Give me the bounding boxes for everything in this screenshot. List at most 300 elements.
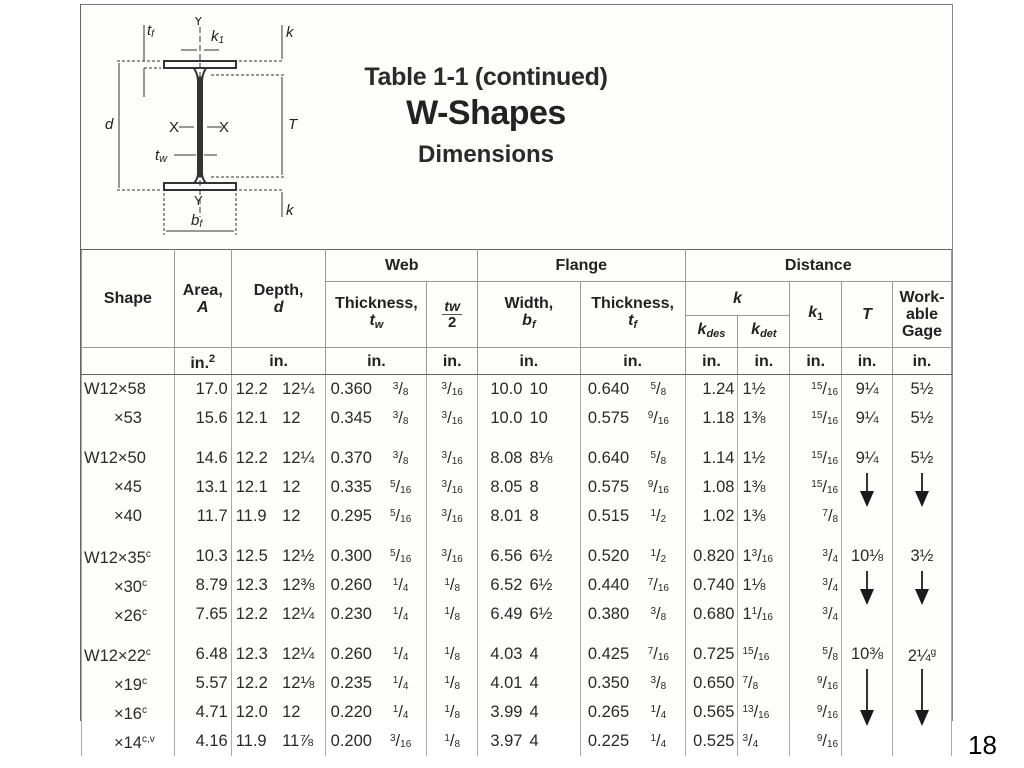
spacer-cell (525, 433, 580, 444)
cell-tw2: $^3/_{16}$ (427, 444, 478, 473)
svg-text:Y: Y (194, 17, 203, 28)
cell-tw-frac: $^5/_{16}$ (375, 473, 427, 502)
cell-kdes: 0.725 (685, 640, 738, 669)
cell-d: 12.1 (231, 473, 278, 502)
cell-tw: 0.345 (326, 404, 375, 433)
unit-kdet: in. (738, 348, 790, 375)
cell-tw: 0.260 (326, 640, 375, 669)
group-spacer (82, 433, 952, 444)
cell-area: 6.48 (174, 640, 231, 669)
cell-kdet: 1⅜ (738, 502, 790, 531)
cell-k1: $^9/_{16}$ (790, 669, 842, 698)
cell-kdet: 1½ (738, 375, 790, 405)
cell-kdet: $^{15}/_{16}$ (738, 640, 790, 669)
cell-d: 12.1 (231, 404, 278, 433)
cell-k1: $^5/_8$ (790, 640, 842, 669)
cell-bf-frac: 6½ (525, 571, 580, 600)
cell-d-frac: 12¼ (278, 640, 326, 669)
cell-bf-frac: 10 (525, 375, 580, 405)
cell-tw: 0.200 (326, 727, 375, 756)
svg-text:k1: k1 (211, 28, 225, 46)
spacer-cell (525, 629, 580, 640)
spacer-cell (326, 629, 375, 640)
cell-bf: 3.97 (478, 727, 526, 756)
cell-bf-frac: 8 (525, 473, 580, 502)
svg-text:k: k (286, 24, 294, 41)
cell-tf-frac: $^9/_{16}$ (632, 473, 685, 502)
cell-area: 15.6 (174, 404, 231, 433)
cell-kdes: 0.680 (685, 600, 738, 629)
cell-bf: 8.08 (478, 444, 526, 473)
cell-tf-frac: $^1/_4$ (632, 727, 685, 756)
spacer-cell (892, 433, 951, 444)
svg-text:Y: Y (194, 193, 203, 208)
col-header-half-tw (427, 282, 478, 348)
unit-flange-width: in. (478, 348, 581, 375)
cell-d-frac: 12 (278, 698, 326, 727)
table-number: Table 1-1 (continued) (364, 63, 608, 91)
down-arrow-icon (921, 473, 923, 505)
spacer-cell (278, 433, 326, 444)
cell-d-frac: 12 (278, 502, 326, 531)
cell-tw: 0.335 (326, 473, 375, 502)
table-row (82, 502, 952, 531)
cell-tf: 0.350 (580, 669, 632, 698)
cell-tw: 0.370 (326, 444, 375, 473)
table-title-block (321, 63, 651, 169)
cell-kdes: 0.740 (685, 571, 738, 600)
cell-kdes: 1.14 (685, 444, 738, 473)
cell-area: 17.0 (174, 375, 231, 405)
gage-label-3: Gage (901, 323, 942, 340)
cell-gage: 5½ (892, 444, 951, 473)
cell-bf-frac: 4 (525, 669, 580, 698)
cell-gage: 5½ (892, 404, 951, 433)
col-header-kdet (738, 316, 790, 348)
label-tf: tf (147, 22, 154, 40)
svg-text:X: X (169, 119, 180, 136)
spacer-cell (326, 531, 375, 542)
half-tw-numerator: tw (444, 297, 460, 314)
depth-label: Depth, (253, 281, 304, 299)
cell-d-frac: 12¼ (278, 444, 326, 473)
cell-bf: 10.0 (478, 375, 526, 405)
cell-tw: 0.360 (326, 375, 375, 405)
spacer-cell (278, 531, 326, 542)
spacer-cell (580, 531, 632, 542)
cell-kdet: $1^1/_{16}$ (738, 600, 790, 629)
cell-k1: $^9/_{16}$ (790, 727, 842, 756)
cell-bf-frac: 8⅛ (525, 444, 580, 473)
cell-tf-frac: $^5/_8$ (632, 444, 685, 473)
cell-bf-frac: 8 (525, 502, 580, 531)
continuation-arrow-icon (892, 571, 951, 600)
down-arrow-icon (866, 473, 868, 505)
web-thickness-label: Thickness, (335, 295, 418, 312)
cell-tw2: $^3/_{16}$ (427, 502, 478, 531)
continuation-arrow-icon (892, 502, 951, 531)
shape-designation: ×26 (114, 607, 142, 625)
cell-bf: 6.49 (478, 600, 526, 629)
spacer-cell (685, 629, 738, 640)
gage-footnote: g (930, 647, 937, 658)
unit-flange-thickness: in. (580, 348, 685, 375)
shape-designation: ×14 (114, 734, 142, 752)
col-header-web-thickness (326, 282, 427, 348)
cell-tw2: $^1/_8$ (427, 640, 478, 669)
unit-web-thickness: in. (326, 348, 427, 375)
col-header-T: T (842, 282, 893, 348)
shape-designation: W12×58 (84, 380, 146, 398)
cell-tw: 0.230 (326, 600, 375, 629)
cell-tw-frac: $^1/_4$ (375, 669, 427, 698)
cell-bf: 10.0 (478, 404, 526, 433)
shape-designation: ×16 (114, 705, 142, 723)
spacer-cell (632, 531, 685, 542)
cell-tw-frac: $^3/_8$ (375, 375, 427, 405)
cell-area: 14.6 (174, 444, 231, 473)
spacer-cell (478, 433, 526, 444)
spacer-cell (326, 433, 375, 444)
cell-kdes: 0.650 (685, 669, 738, 698)
k1-symbol: k (808, 303, 818, 321)
cell-k1: $^7/_8$ (790, 502, 842, 531)
spacer-cell (738, 433, 790, 444)
cell-d: 12.2 (231, 600, 278, 629)
spacer-cell (174, 433, 231, 444)
cell-d-frac: 12⅜ (278, 571, 326, 600)
cell-k1: $^9/_{16}$ (790, 698, 842, 727)
spacer-cell (892, 629, 951, 640)
spacer-cell (478, 531, 526, 542)
shape-footnote: c,v (142, 734, 155, 745)
cell-T: 9¼ (842, 444, 893, 473)
cell-tw: 0.300 (326, 542, 375, 571)
cell-tw2: $^1/_8$ (427, 571, 478, 600)
table-page (80, 4, 953, 752)
group-spacer (82, 531, 952, 542)
continuation-arrow-icon (842, 698, 893, 727)
cell-kdes: 1.24 (685, 375, 738, 405)
continuation-arrow-icon (842, 669, 893, 698)
cell-d: 12.5 (231, 542, 278, 571)
cell-gage: 5½ (892, 375, 951, 405)
shape-footnote: c (142, 607, 147, 618)
cell-tf-frac: $^1/_2$ (632, 542, 685, 571)
table-row (82, 375, 952, 405)
depth-symbol: d (273, 298, 284, 316)
spacer-cell (842, 629, 893, 640)
kdet-symbol: k (751, 320, 761, 338)
cell-shape (82, 542, 175, 571)
cell-area: 4.16 (174, 727, 231, 756)
cell-kdet: 1⅛ (738, 571, 790, 600)
shape-designation: W12×35 (84, 549, 146, 567)
cell-bf-frac: 4 (525, 640, 580, 669)
cell-area: 4.71 (174, 698, 231, 727)
cell-tf: 0.380 (580, 600, 632, 629)
cell-d-frac: 12¼ (278, 600, 326, 629)
cell-tf: 0.225 (580, 727, 632, 756)
unit-area-exp: 2 (209, 352, 216, 365)
cell-shape (82, 640, 175, 669)
table-row (82, 698, 952, 727)
cell-tw-frac: $^5/_{16}$ (375, 502, 427, 531)
table-body (82, 375, 952, 757)
cell-d-frac: 12 (278, 473, 326, 502)
spacer-cell (231, 629, 278, 640)
cell-shape (82, 375, 175, 405)
cell-tw-frac: $^3/_8$ (375, 404, 427, 433)
cell-k1: $^{15}/_{16}$ (790, 404, 842, 433)
cell-kdes: 1.08 (685, 473, 738, 502)
cell-tf-frac: $^7/_{16}$ (632, 640, 685, 669)
cell-tw: 0.220 (326, 698, 375, 727)
table-row (82, 404, 952, 433)
shape-designation: W12×50 (84, 449, 146, 467)
spacer-cell (790, 531, 842, 542)
cell-kdes: 0.565 (685, 698, 738, 727)
cell-d-frac: 12½ (278, 542, 326, 571)
spacer-cell (82, 433, 175, 444)
cell-kdet: $^3/_4$ (738, 727, 790, 756)
cell-k1: $^3/_4$ (790, 600, 842, 629)
cell-area: 13.1 (174, 473, 231, 502)
cell-tw2: $^1/_8$ (427, 698, 478, 727)
cell-kdet: 1½ (738, 444, 790, 473)
cell-shape (82, 502, 175, 531)
cell-bf-frac: 10 (525, 404, 580, 433)
cell-tw2: $^3/_{16}$ (427, 542, 478, 571)
col-header-depth (231, 250, 326, 348)
spacer-cell (525, 531, 580, 542)
spacer-cell (375, 531, 427, 542)
cell-T: 9¼ (842, 404, 893, 433)
flange-width-label: Width, (504, 295, 554, 312)
continuation-arrow-icon (842, 502, 893, 531)
col-header-flange-thickness (580, 282, 685, 348)
continuation-arrow-icon (842, 727, 893, 756)
cell-tf: 0.515 (580, 502, 632, 531)
cell-bf-frac: 4 (525, 698, 580, 727)
kdes-sub: des (706, 327, 726, 340)
spacer-cell (580, 629, 632, 640)
svg-text:bf: bf (191, 212, 203, 230)
unit-area (174, 348, 231, 375)
cell-k1: $^3/_4$ (790, 571, 842, 600)
cell-tw2: $^1/_8$ (427, 600, 478, 629)
svg-text:k: k (286, 202, 294, 219)
cell-tw-frac: $^1/_4$ (375, 600, 427, 629)
shape-footnote: c (145, 647, 151, 658)
unit-gage: in. (892, 348, 951, 375)
cell-kdet: 1⅜ (738, 404, 790, 433)
spacer-cell (790, 629, 842, 640)
gage-label-1: Work- (899, 289, 945, 306)
cell-k1: $^{15}/_{16}$ (790, 473, 842, 502)
spacer-cell (892, 531, 951, 542)
cell-bf-frac: 6½ (525, 542, 580, 571)
spacer-cell (842, 433, 893, 444)
cell-tw: 0.295 (326, 502, 375, 531)
col-header-flange-width (478, 282, 581, 348)
cell-kdet: 1⅜ (738, 473, 790, 502)
cell-tw2: $^3/_{16}$ (427, 404, 478, 433)
continuation-arrow-icon (892, 727, 951, 756)
cell-bf: 4.03 (478, 640, 526, 669)
cell-d: 11.9 (231, 502, 278, 531)
flange-thickness-label: Thickness, (591, 295, 674, 312)
spacer-cell (375, 629, 427, 640)
shape-footnote: c (142, 676, 147, 687)
cell-bf-frac: 6½ (525, 600, 580, 629)
flange-width-sub: f (531, 319, 536, 331)
col-header-k: k (685, 282, 790, 316)
unit-T: in. (842, 348, 893, 375)
spacer-cell (427, 531, 478, 542)
svg-text:T: T (288, 116, 298, 133)
col-header-area (174, 250, 231, 348)
col-header-kdes (685, 316, 738, 348)
continuation-arrow-icon (842, 600, 893, 629)
cell-bf: 8.01 (478, 502, 526, 531)
cell-tw-frac: $^3/_{16}$ (375, 727, 427, 756)
spacer-cell (375, 433, 427, 444)
kdes-symbol: k (697, 320, 707, 338)
table-row (82, 669, 952, 698)
cell-tf: 0.520 (580, 542, 632, 571)
group-header-distance: Distance (685, 250, 951, 282)
unit-kdes: in. (685, 348, 738, 375)
shape-designation: ×53 (114, 409, 142, 427)
svg-text:d: d (105, 116, 114, 133)
cell-T: 9¼ (842, 375, 893, 405)
k1-sub: 1 (817, 310, 824, 323)
flange-width-symbol: b (522, 312, 532, 329)
flange-thickness-sub: f (633, 319, 638, 331)
spacer-cell (478, 629, 526, 640)
continuation-arrow-icon (842, 473, 893, 502)
unit-depth: in. (231, 348, 326, 375)
cell-area: 5.57 (174, 669, 231, 698)
shape-designation: ×45 (114, 478, 142, 496)
continuation-arrow-icon (842, 571, 893, 600)
cell-tw-frac: $^1/_4$ (375, 640, 427, 669)
shape-designation: W12×22 (84, 647, 146, 665)
spacer-cell (738, 531, 790, 542)
cell-bf: 6.56 (478, 542, 526, 571)
w-shapes-dimensions-table (81, 249, 952, 756)
table-row (82, 542, 952, 571)
cell-tf: 0.265 (580, 698, 632, 727)
cell-tw: 0.235 (326, 669, 375, 698)
cell-tw2: $^1/_8$ (427, 669, 478, 698)
col-header-workable-gage (892, 282, 951, 348)
svg-text:tw: tw (155, 147, 168, 165)
cell-tf-frac: $^1/_2$ (632, 502, 685, 531)
spacer-cell (685, 531, 738, 542)
cell-bf: 4.01 (478, 669, 526, 698)
cell-tf-frac: $^3/_8$ (632, 600, 685, 629)
web-thickness-symbol: t (369, 312, 375, 329)
cell-area: 8.79 (174, 571, 231, 600)
table-title: W-Shapes (406, 94, 566, 132)
flange-thickness-symbol: t (628, 312, 634, 329)
cell-tf: 0.640 (580, 444, 632, 473)
spacer-cell (632, 433, 685, 444)
web-thickness-sub: w (374, 319, 384, 331)
cell-area: 10.3 (174, 542, 231, 571)
col-header-k1 (790, 282, 842, 348)
spacer-cell (738, 629, 790, 640)
spacer-cell (580, 433, 632, 444)
cell-d-frac: 12⅛ (278, 669, 326, 698)
area-symbol: A (196, 298, 209, 316)
cell-tf-frac: $^1/_4$ (632, 698, 685, 727)
cell-shape (82, 727, 175, 756)
cell-gage: 3½ (892, 542, 951, 571)
cell-shape (82, 669, 175, 698)
group-header-web: Web (326, 250, 478, 282)
cell-tf: 0.575 (580, 404, 632, 433)
cell-shape (82, 600, 175, 629)
cell-kdet: $^7/_8$ (738, 669, 790, 698)
group-spacer (82, 629, 952, 640)
cell-shape (82, 444, 175, 473)
cell-tw-frac: $^1/_4$ (375, 571, 427, 600)
svg-text:X: X (219, 119, 230, 136)
cell-kdes: 1.02 (685, 502, 738, 531)
spacer-cell (632, 629, 685, 640)
cell-d-frac: 12¼ (278, 375, 326, 405)
group-header-flange: Flange (478, 250, 685, 282)
cell-tw-frac: $^1/_4$ (375, 698, 427, 727)
shape-footnote: c (145, 549, 151, 560)
spacer-cell (685, 433, 738, 444)
unit-area-text: in. (190, 354, 210, 372)
shape-designation: ×40 (114, 507, 142, 525)
cell-k1: $^{15}/_{16}$ (790, 375, 842, 405)
cell-tf: 0.640 (580, 375, 632, 405)
continuation-arrow-icon (892, 473, 951, 502)
table-row (82, 473, 952, 502)
down-arrow-icon (866, 571, 868, 603)
table-row (82, 727, 952, 756)
cell-shape (82, 404, 175, 433)
cell-tw: 0.260 (326, 571, 375, 600)
table-row (82, 571, 952, 600)
cell-tw-frac: $^5/_{16}$ (375, 542, 427, 571)
cell-tw2: $^3/_{16}$ (427, 375, 478, 405)
cell-tf: 0.425 (580, 640, 632, 669)
spacer-cell (790, 433, 842, 444)
cell-bf: 6.52 (478, 571, 526, 600)
unit-half-tw: in. (427, 348, 478, 375)
shape-designation: ×30 (114, 578, 142, 596)
cell-bf: 3.99 (478, 698, 526, 727)
unit-shape (82, 348, 175, 375)
cell-shape (82, 698, 175, 727)
cell-kdes: 1.18 (685, 404, 738, 433)
cell-tf-frac: $^9/_{16}$ (632, 404, 685, 433)
continuation-arrow-icon (892, 698, 951, 727)
shape-footnote: c (142, 578, 147, 589)
spacer-cell (427, 433, 478, 444)
area-label: Area, (182, 281, 223, 299)
spacer-cell (82, 629, 175, 640)
cell-tw2: $^3/_{16}$ (427, 473, 478, 502)
cell-kdes: 0.525 (685, 727, 738, 756)
